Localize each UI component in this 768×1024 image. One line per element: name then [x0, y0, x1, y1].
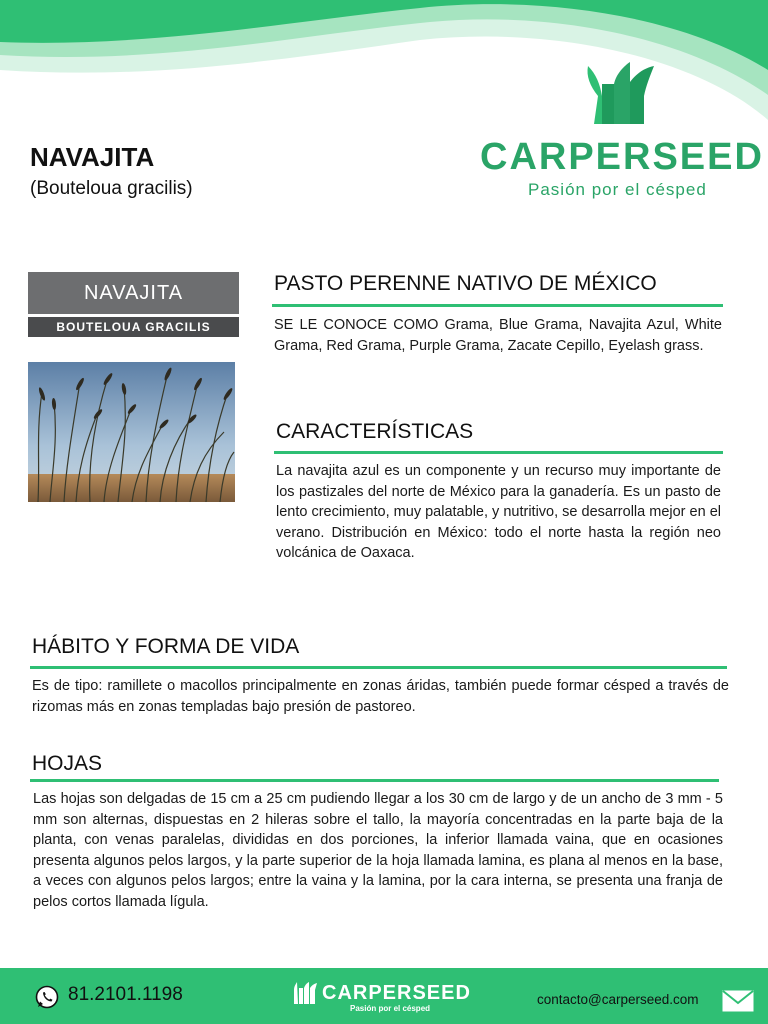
footer-brand-name: CARPERSEED	[322, 982, 471, 1004]
section-title-native-grass: PASTO PERENNE NATIVO DE MÉXICO	[274, 272, 657, 295]
section-title-habit: HÁBITO Y FORMA DE VIDA	[32, 635, 300, 658]
section-divider	[30, 666, 727, 669]
page-subtitle: (Bouteloua gracilis)	[30, 178, 193, 199]
section-text-habit: Es de tipo: ramillete o macollos principalmente en zonas áridas, también puede formar césped a través de rizomas más en zonas templadas bajo presión de pastoreo.	[32, 678, 729, 715]
section-text-native-grass: SE LE CONOCE COMO Grama, Blue Grama, Navajita Azul, White Grama, Red Grama, Purple Grama, Zacate Cepillo, Eyelash grass.	[274, 317, 722, 354]
section-text-leaves: Las hojas son delgadas de 15 cm a 25 cm pudiendo llegar a los 30 cm de largo y de un ancho de 3 mm - 5 mm son alternas, dispuestas en 2 hileras sobre el tallo, la mayoría concentradas en la parte baja de la planta, con venas paralelas, divididas en dos porciones, la inferior llamada vaina, que en ocasiones presenta algunos pelos largos, y la parte superior de la hoja llamada lamina, es plana al menos en la base, a veces con algunos pelos largos; entre la vaina y la lamina, por la cara interna, se presenta una franja de pelos cortos llamada lígula.	[33, 791, 723, 910]
footer-brand-tagline: Pasión por el césped	[350, 1004, 431, 1013]
brand-tagline: Pasión por el césped	[528, 180, 707, 199]
plant-card-scientific-name: BOUTELOUA GRACILIS	[28, 317, 239, 337]
page-title: NAVAJITA	[30, 142, 155, 172]
footer-phone[interactable]: 81.2101.1198	[68, 984, 183, 1005]
carperseed-logo-icon	[584, 62, 658, 130]
section-divider	[274, 451, 723, 454]
footer-email[interactable]: contacto@carperseed.com	[537, 992, 699, 1007]
grass-photo	[28, 362, 235, 502]
section-divider	[30, 779, 719, 782]
section-text-characteristics: La navajita azul es un componente y un recurso muy importante de los pastizales del norte de México para la ganadería. Es un pasto de lento crecimiento, muy palatable, y nutritivo, se desarrolla mejor en el verano. Distribución en México: todo el norte hasta la región neo volcánica de Oaxaca.	[276, 463, 721, 561]
mail-icon	[722, 990, 754, 1012]
brand-name: CARPERSEED	[480, 136, 764, 178]
whatsapp-icon	[34, 984, 60, 1010]
section-divider	[272, 304, 723, 307]
section-title-leaves: HOJAS	[32, 752, 103, 775]
section-title-characteristics: CARACTERÍSTICAS	[276, 420, 474, 443]
plant-card-name: NAVAJITA	[28, 272, 239, 314]
plant-card	[28, 272, 239, 502]
footer-logo-icon	[292, 982, 318, 1004]
footer-bar	[0, 968, 768, 1024]
